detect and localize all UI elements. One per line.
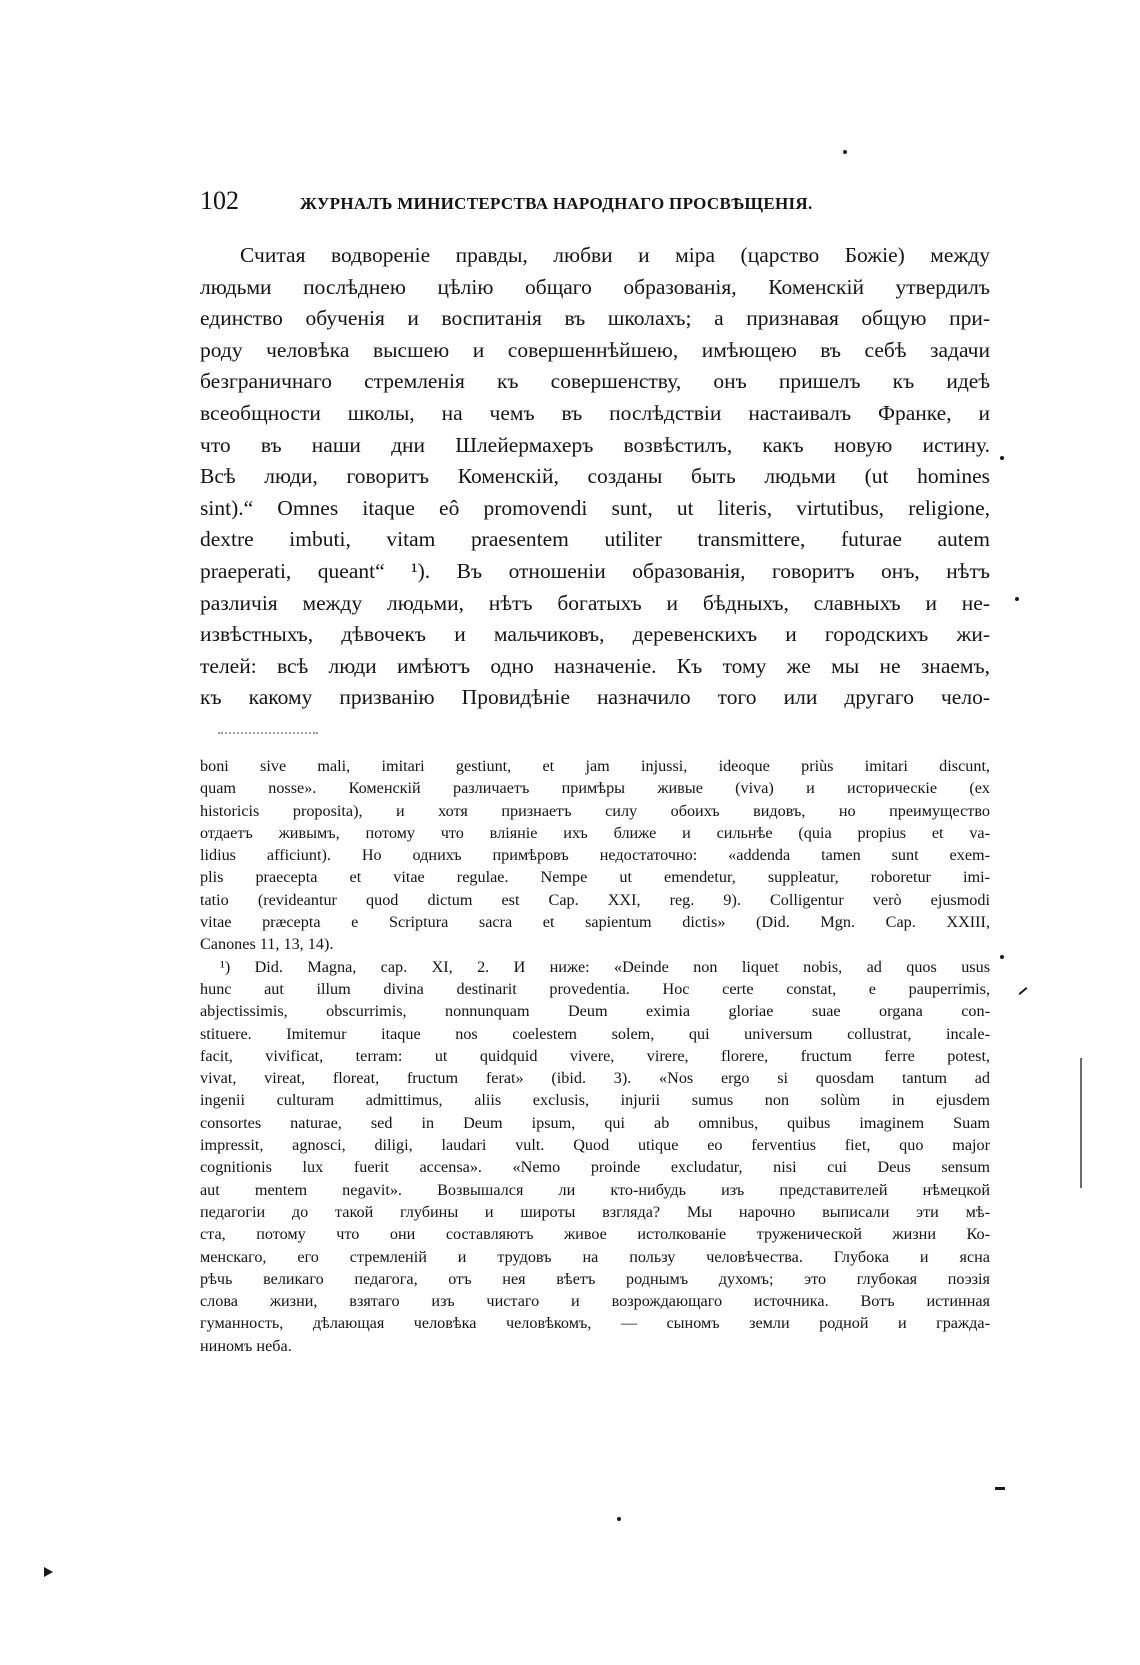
main-text-line: praeperati, queant“ ¹). Въ отношеніи образованія, говоритъ онъ, нѣтъ	[200, 558, 990, 583]
footnote-line: слова жизни, взятаго изъ чистаго и возрождающаго источника. Вотъ истинная	[200, 1292, 990, 1311]
footnote-line: менскаго, его стремленій и трудовъ на пользу человѣчества. Глубока и ясна	[200, 1247, 990, 1266]
main-text-line: роду человѣка высшею и совершеннѣйшею, имѣющею въ себѣ задачи	[200, 337, 990, 362]
footnote-line: boni sive mali, imitari gestiunt, et jam injussi, ideoque priùs imitari discunt,	[200, 757, 990, 775]
scan-corner-arrow-icon	[44, 1567, 53, 1577]
scan-speck	[617, 1517, 621, 1521]
running-head: ЖУРНАЛЪ МИНИСТЕРСТВА НАРОДНАГО ПРОСВѢЩЕНІЯ.	[300, 194, 813, 213]
scan-speck	[1015, 597, 1019, 601]
footnote-line: ¹) Did. Magna, cap. XI, 2. И ниже: «Deinde non liquet nobis, ad quos usus	[220, 957, 990, 976]
main-text-line: Всѣ люди, говоритъ Коменскій, созданы быть людьми (ut homines	[200, 464, 990, 489]
main-text-line: что въ наши дни Шлейермахеръ возвѣстилъ, какъ новую истину.	[200, 432, 990, 457]
footnote-divider	[218, 732, 318, 740]
main-text-line: извѣстныхъ, дѣвочекъ и мальчиковъ, деревенскихъ и городскихъ жи-	[200, 622, 990, 647]
scan-speck	[1000, 955, 1004, 959]
main-text-line: различія между людьми, нѣтъ богатыхъ и бѣдныхъ, славныхъ и не-	[200, 590, 990, 615]
footnote-line: tatio (revideantur quod dictum est Cap. XXI, reg. 9). Colligentur verò ejusmodi	[200, 890, 990, 909]
main-text-line: единство обученія и воспитанія въ школахъ; а признавая общую при-	[200, 306, 990, 331]
footnote-line: stituere. Imitemur itaque nos coelestem solem, qui universum collustrat, incale-	[200, 1024, 990, 1043]
footnote-line: historicis proposita), и хотя признаетъ силу обоихъ видовъ, но преимущество	[200, 801, 990, 820]
footnote-line: рѣчь великаго педагога, отъ нея вѣетъ роднымъ духомъ; это глубокая поэзія	[200, 1269, 990, 1288]
footnote-line: abjectissimis, obscurrimis, nonnunquam Deum eximia gloriae suae organa con-	[200, 1002, 990, 1021]
footnote-line: consortes naturae, sed in Deum ipsum, qui ab omnibus, quibus imaginem Suam	[200, 1113, 990, 1132]
main-text-line: sint).“ Omnes itaque eô promovendi sunt, ut literis, virtutibus, religione,	[200, 495, 990, 520]
main-text-line: телей: всѣ люди имѣютъ одно назначеніе. Къ тому же мы не знаемъ,	[200, 653, 990, 678]
footnote-line: Canones 11, 13, 14).	[200, 935, 334, 954]
main-text-line: къ какому призванію Провидѣніе назначило того или другаго чело-	[200, 685, 990, 710]
main-text-line: dextre imbuti, vitam praesentem utiliter transmittere, futurae autem	[200, 527, 990, 552]
footnote-line: lidius afficiunt). Но однихъ примѣровъ недостаточно: «addenda tamen sunt exem-	[200, 846, 990, 865]
footnotes	[200, 755, 990, 1357]
footnote-line: ниномъ неба.	[200, 1336, 292, 1355]
footnote-line: hunc aut illum divina destinarit provedentia. Hoc certe constat, e pauperrimis,	[200, 979, 990, 998]
scan-speck	[995, 1487, 1005, 1490]
footnote-line: ста, потому что они составляютъ живое истолкованіе труженической жизни Ко-	[200, 1225, 990, 1244]
scan-speck	[1019, 987, 1028, 995]
footnote-line: aut mentem negavit». Возвышался ли кто-нибудь изъ представителей нѣмецкой	[200, 1180, 990, 1199]
footnote-line: отдаетъ живымъ, потому что вліяніе ихъ ближе и сильнѣе (quia propius et va-	[200, 823, 990, 842]
footnote-line: vitae præcepta e Scriptura sacra et sapientum dictis» (Did. Mgn. Cap. XXIII,	[200, 913, 990, 932]
footnote-line: ingenii culturam admittimus, aliis exclusis, injurii sumus non solùm in ejusdem	[200, 1091, 990, 1110]
footnote-line: cognitionis lux fuerit accensa». «Nemo proinde excludatur, nisi cui Deus sensum	[200, 1158, 990, 1177]
footnote-line: facit, vivificat, terram: ut quidquid vivere, virere, florere, fructum ferre potest,	[200, 1046, 990, 1065]
footnote-line: impressit, agnosci, diligi, laudari vult. Quod utique eo ferventius fiet, quo major	[200, 1136, 990, 1155]
scan-speck	[843, 150, 847, 154]
main-text-line: людьми послѣднею цѣлію общаго образованія, Коменскій утвердилъ	[200, 274, 990, 299]
footnote-line: vivat, vireat, floreat, fructum ferat» (ibid. 3). «Nos ergo si quosdam tantum ad	[200, 1069, 990, 1088]
main-text-line: Считая водвореніе правды, любви и міра (царство Божіе) между	[240, 243, 990, 267]
footnote-line: педагогіи до такой глубины и широты взгляда? Мы нарочно выписали эти мѣ-	[200, 1202, 990, 1221]
page-number: 102	[200, 186, 239, 215]
scan-edge-line	[1080, 1058, 1082, 1188]
main-text-line: всеобщности школы, на чемъ въ послѣдствіи настаивалъ Франке, и	[200, 400, 990, 425]
footnote-line: гуманность, дѣлающая человѣка человѣкомъ, — сыномъ земли родной и гражда-	[200, 1314, 990, 1333]
footnote-line: quam nosse». Коменскій различаетъ примѣры живые (viva) и историческіе (ex	[200, 779, 990, 798]
page-header	[200, 186, 990, 220]
main-text	[200, 240, 990, 714]
main-text-line: безграничнаго стремленія къ совершенству, онъ пришелъ къ идеѣ	[200, 369, 990, 394]
footnote-line: plis praecepta et vitae regulae. Nempe ut emendetur, suppleatur, roboretur imi-	[200, 868, 990, 887]
scan-speck	[1000, 456, 1004, 460]
